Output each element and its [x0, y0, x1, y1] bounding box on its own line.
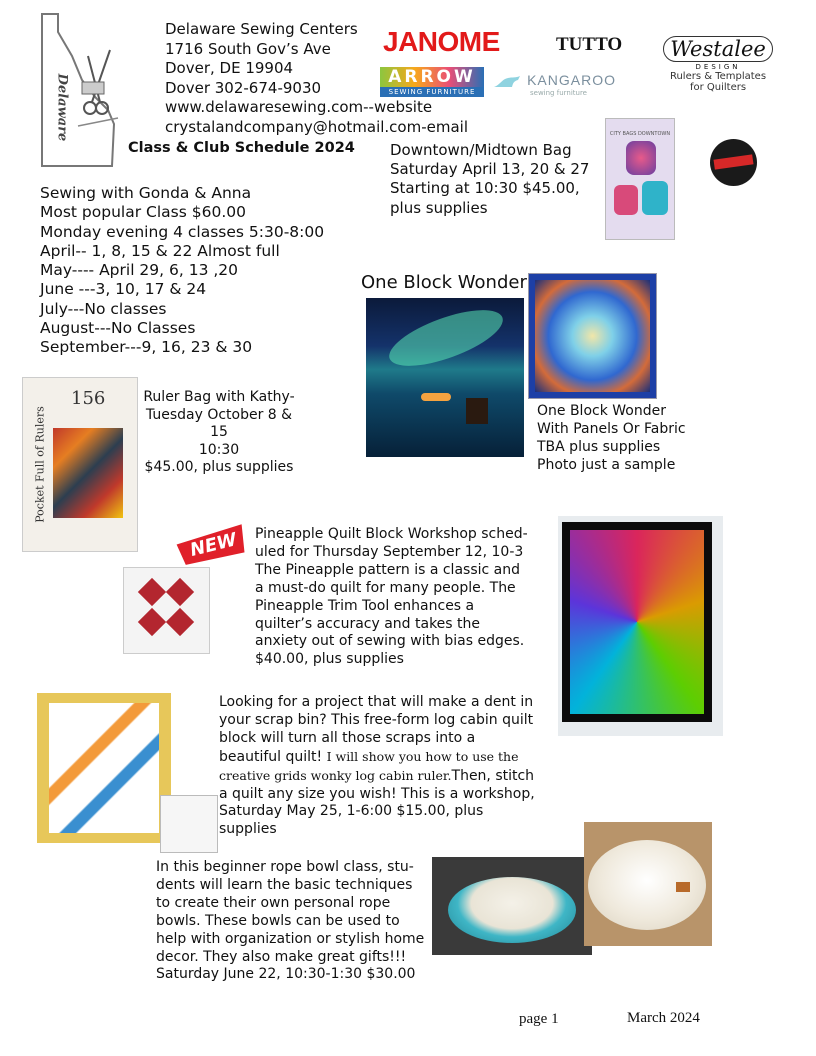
- ruler-bag-book-title: Pocket Full of Rulers: [33, 406, 47, 523]
- one-block-wonder-title: One Block Wonder: [361, 272, 527, 293]
- log-cabin-text-b: I will show you how to use the creative grids wonky log cabin ruler.: [219, 748, 519, 783]
- ruler-bag-caption: Ruler Bag with Kathy- Tuesday October 8 & 15 10:30 $45.00, plus supplies: [143, 389, 295, 475]
- new-badge-text: NEW: [187, 529, 239, 562]
- westalee-logo-text: Westalee: [663, 36, 773, 62]
- pineapple-ruler-image: [123, 567, 210, 654]
- arrow-logo: [380, 67, 484, 97]
- westalee-design: DESIGN: [695, 63, 741, 71]
- log-cabin-workshop-text: [219, 694, 539, 839]
- one-block-wonder-aurora-image: [366, 298, 524, 457]
- one-block-wonder-caption: One Block Wonder With Panels Or Fabric TBA plus supplies Photo just a sample: [537, 403, 686, 473]
- log-cabin-quilt-image: [37, 693, 171, 843]
- kangaroo-icon: [492, 74, 522, 88]
- ruler-bag-pattern-image: [22, 377, 138, 552]
- janome-logo: JANOME: [383, 26, 500, 57]
- kangaroo-logo: [492, 70, 616, 97]
- new-badge: [173, 522, 251, 570]
- log-cabin-ruler-image: [160, 795, 218, 853]
- downtown-bag-pattern-image: [605, 118, 675, 240]
- creative-grids-logo: [710, 139, 757, 186]
- arrow-logo-text: ARROW: [380, 67, 484, 87]
- westalee-tagline: Rulers & Templates for Quilters: [669, 71, 767, 93]
- westalee-logo: [663, 36, 773, 93]
- kangaroo-logo-text: KANGAROO: [527, 72, 616, 88]
- log-cabin-text-c: Then, stitch a quilt any size you wish! This is a workshop, Saturday May 25, 1-6:00 $15.00, plus supplies: [219, 767, 535, 838]
- delaware-logo-text: Delaware: [54, 73, 70, 142]
- log-cabin-text-a: Looking for a project that will make a dent in your scrap bin? This free-form log cabin quilt block will turn all those scraps into a beautiful quilt!: [219, 694, 534, 765]
- pineapple-workshop-text: Pineapple Quilt Block Workshop sched-uled for Thursday September 12, 10-3 The Pineapple pattern is a classic and a must-do quilt for many people. The Pineapple Trim Tool enhances a quilter’s accuracy and takes the anxiety out of sewing with bias edges. $40.00, plus supplies: [255, 526, 528, 668]
- kangaroo-logo-sub: sewing furniture: [530, 89, 587, 97]
- rope-bowl-date: Saturday June 22, 10:30-1:30 $30.00: [156, 966, 416, 983]
- downtown-pattern-title: CITY BAGS DOWNTOWN: [609, 131, 671, 137]
- issue-month: March 2024: [627, 1010, 700, 1026]
- rope-bowl-class-text: [156, 859, 426, 984]
- schedule-title: Class & Club Schedule 2024: [128, 140, 355, 156]
- rope-bowl-teal-image: [432, 857, 592, 955]
- ruler-bag-book-number: 156: [71, 388, 106, 409]
- store-address: Delaware Sewing Centers 1716 South Gov’s Ave Dover, DE 19904 Dover 302-674-9030 www.delawaresewing.com--website crystalandcompany@hotmail.com-email: [165, 20, 468, 136]
- page-number: page 1: [519, 1011, 559, 1027]
- tutto-logo: TUTTO: [556, 34, 623, 55]
- one-block-wonder-hexagon-image: [528, 273, 657, 399]
- sewing-class-schedule: Sewing with Gonda & Anna Most popular Class $60.00 Monday evening 4 classes 5:30-8:00 April-- 1, 8, 15 & 22 Almost full May---- April 29, 6, 13 ,20 June ---3, 10, 17 & 24 July---No classes August---No Classes September---9, 16, 23 & 30: [40, 184, 325, 357]
- rope-bowl-natural-image: [584, 822, 712, 946]
- arrow-logo-sub: SEWING FURNITURE: [380, 87, 484, 97]
- delaware-logo: [38, 10, 130, 170]
- downtown-bag-info: Downtown/Midtown Bag Saturday April 13, 20 & 27 Starting at 10:30 $45.00, plus supplies: [390, 141, 590, 217]
- pineapple-quilt-image: [558, 516, 723, 736]
- rope-bowl-description: In this beginner rope bowl class, stu-dents will learn the basic techniques to create their own personal rope bowls. These bowls can be used to help with organization or stylish home decor. They also make great gifts!!!: [156, 859, 425, 965]
